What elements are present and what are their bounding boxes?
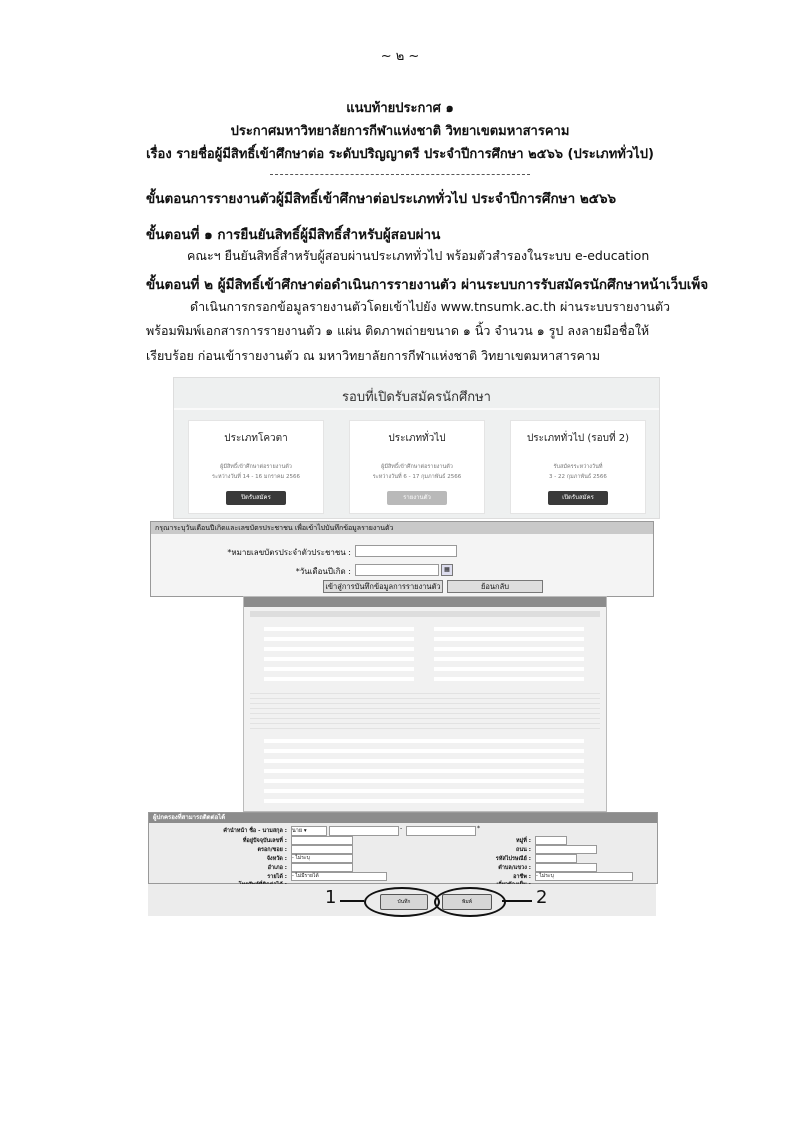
- postcode-input[interactable]: [535, 854, 577, 863]
- card-date: ระหว่างวันที่ 14 - 16 มกราคม 2566: [212, 474, 300, 480]
- step2-line1: ดำเนินการกรอกข้อมูลรายงานตัวโดยเข้าไปยัง www.tnsumk.ac.th ผ่านระบบรายงานตัว: [190, 299, 671, 314]
- id-label: *หมายเลขบัตรประจำตัวประชาชน :: [227, 548, 351, 557]
- submit-report-button[interactable]: เข้าสู่การบันทึกข้อมูลการรายงานตัว: [323, 580, 443, 593]
- alley-input[interactable]: [291, 845, 353, 854]
- card-desc: ผู้มีสิทธิ์เข้าศึกษาต่อรายงานตัว: [381, 464, 453, 470]
- province-label: จังหวัด :: [266, 856, 287, 862]
- id-login-screenshot: [150, 521, 654, 597]
- dashed-divider: [270, 174, 530, 175]
- moo-input[interactable]: [535, 836, 567, 845]
- step2-title: ขั้นตอนที่ ๒ ผู้มีสิทธิ์เข้าศึกษาต่อดำเนินการรายงานตัว ผ่านระบบการรับสมัครนักศึกษาหน้าเว็บเพ็จ: [146, 277, 709, 293]
- step1-title: ขั้นตอนที่ ๑ การยืนยันสิทธิ์ผู้มีสิทธิ์สำหรับผู้สอบผ่าน: [146, 227, 441, 243]
- job-select[interactable]: - ไม่ระบุ: [535, 872, 633, 881]
- open-button[interactable]: เปิดรับสมัคร: [548, 491, 608, 505]
- closed-button[interactable]: ปิดรับสมัคร: [226, 491, 286, 505]
- print-button[interactable]: พิมพ์: [442, 894, 492, 910]
- postcode-label: รหัสไปรษณีย์ :: [495, 856, 531, 862]
- round-card-general-2: [510, 420, 646, 514]
- subdistrict-label: ตำบล/แขวง :: [498, 865, 531, 871]
- alley-label: ตรอก/ซอย :: [257, 847, 287, 853]
- first-name-input[interactable]: [329, 826, 399, 836]
- marker-line-1: [340, 900, 364, 902]
- highlight-oval-1: [364, 887, 440, 917]
- house-no-input[interactable]: [291, 836, 353, 845]
- announcement-title: ประกาศมหาวิทยาลัยการกีฬาแห่งชาติ วิทยาเขตมหาสารคาม: [230, 124, 570, 139]
- card-title: ประเภททั่วไป: [388, 433, 446, 444]
- subject-line: เรื่อง รายชื่อผู้มีสิทธิ์เข้าศึกษาต่อ ระดับปริญญาตรี ประจำปีการศึกษา ๒๕๖๖ (ประเภททั่วไป): [146, 147, 654, 162]
- moo-label: หมู่ที่ :: [516, 838, 531, 844]
- registration-rounds-screenshot: [173, 377, 660, 519]
- road-input[interactable]: [535, 845, 597, 854]
- rounds-title: รอบที่เปิดรับสมัครนักศึกษา: [342, 390, 491, 405]
- card-title: ประเภททั่วไป (รอบที่ 2): [526, 433, 630, 444]
- step2-line3: เรียบร้อย ก่อนเข้ารายงานตัว ณ มหาวิทยาลัยการกีฬาแห่งชาติ วิทยาเขตมหาสารคาม: [146, 348, 601, 363]
- subdistrict-input[interactable]: [535, 863, 597, 872]
- income-label: รายได้ :: [267, 874, 287, 880]
- guardian-section-bar: ผู้ปกครองที่สามารถติดต่อได้: [149, 813, 657, 823]
- job-label: อาชีพ :: [513, 874, 531, 880]
- income-select[interactable]: - ไม่มีรายได้: [291, 872, 387, 881]
- card-date: ระหว่างวันที่ 6 - 17 กุมภาพันธ์ 2566: [372, 474, 462, 480]
- save-button[interactable]: บันทึก: [380, 894, 428, 910]
- card-date: 3 - 22 กุมภาพันธ์ 2566: [549, 474, 607, 480]
- round-card-general: [349, 420, 485, 514]
- district-input[interactable]: [291, 863, 353, 872]
- form-header-bar: [244, 597, 606, 607]
- last-name-input[interactable]: [406, 826, 476, 836]
- marker-1: 1: [325, 887, 337, 908]
- card-desc: รับสมัครระหว่างวันที่: [553, 464, 603, 470]
- marker-2: 2: [536, 887, 548, 908]
- district-label: อำเภอ :: [267, 865, 287, 871]
- page-number: ~ ๒ ~: [380, 49, 420, 64]
- card-desc: ผู้มีสิทธิ์เข้าศึกษาต่อรายงานตัว: [220, 464, 292, 470]
- road-label: ถนน :: [516, 847, 531, 853]
- marker-line-2: [502, 900, 532, 902]
- step2-line2: พร้อมพิมพ์เอกสารการรายงานตัว ๑ แผ่น ติดภาพถ่ายขนาด ๑ นิ้ว จำนวน ๑ รูป ลงลายมือชื่อให้: [146, 323, 650, 338]
- card-title: ประเภทโควตา: [224, 433, 288, 444]
- report-form-screenshot: [243, 596, 607, 812]
- id-input[interactable]: [355, 545, 457, 557]
- dob-label: *วันเดือนปีเกิด :: [295, 567, 351, 576]
- guardian-form-screenshot: ผู้ปกครองที่สามารถติดต่อได้ คำนำหน้า ชื่อ - นามสกุล : นาย ▾ - * ที่อยู่ปัจจุบันเลขที่ : หมู่ที่ : ตรอก/ซอย : ถนน : จังหวัด : - ไม่ระบุ รหัสไปรษณีย์ : อำเภอ : ตำบล/แขวง : รายได้ : - ไม่มีรายได้ อาชีพ : - ไม่ระบุ: [148, 812, 658, 884]
- round-card-quota: [188, 420, 324, 514]
- prefix-select[interactable]: นาย ▾: [291, 826, 327, 836]
- guardian-name-label: คำนำหน้า ชื่อ - นามสกุล :: [223, 828, 287, 834]
- calendar-icon[interactable]: ▦: [441, 564, 453, 576]
- back-button[interactable]: ย้อนกลับ: [447, 580, 543, 593]
- dob-input[interactable]: [355, 564, 439, 576]
- step1-body: คณะฯ ยืนยันสิทธิ์สำหรับผู้สอบผ่านประเภททั่วไป พร้อมตัวสำรองในระบบ e-education: [187, 248, 650, 263]
- annex-title: แนบท้ายประกาศ ๑: [346, 101, 454, 116]
- house-no-label: ที่อยู่ปัจจุบันเลขที่ :: [242, 838, 287, 844]
- login-instruction: กรุณาระบุวันเดือนปีเกิดและเลขบัตรประชาชน เพื่อเข้าไปบันทึกข้อมูลรายงานตัว: [151, 522, 653, 534]
- province-select[interactable]: - ไม่ระบุ: [291, 854, 353, 863]
- highlight-oval-2: [434, 887, 506, 917]
- report-button[interactable]: รายงานตัว: [387, 491, 447, 505]
- section-title: ขั้นตอนการรายงานตัวผู้มีสิทธิ์เข้าศึกษาต่อประเภททั่วไป ประจำปีการศึกษา ๒๕๖๖: [146, 191, 617, 207]
